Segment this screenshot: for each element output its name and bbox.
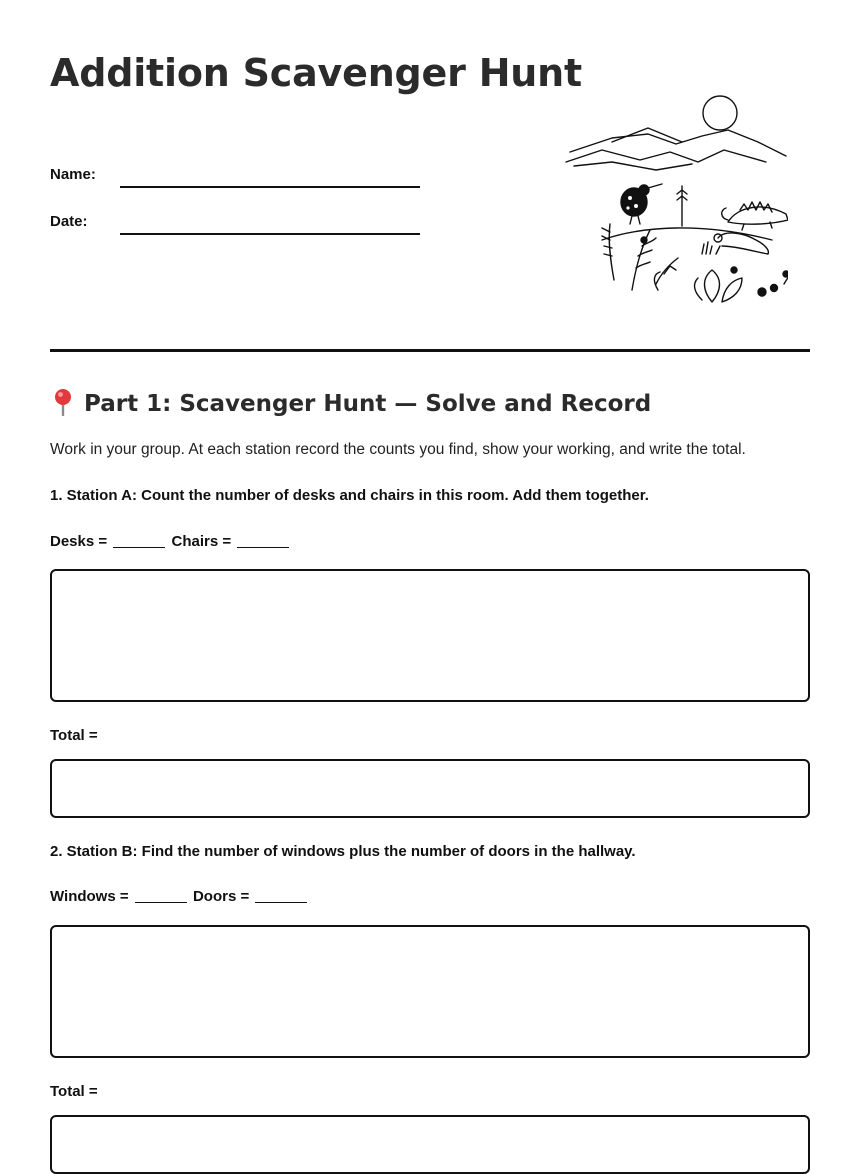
worksheet-page <box>50 0 810 1100</box>
fern-plant-icon <box>677 186 687 226</box>
header-divider <box>50 349 810 352</box>
chairs-label: Chairs = <box>171 533 232 550</box>
question-1-total-label: Total = <box>50 727 98 744</box>
question-2-record-line <box>50 888 309 905</box>
mountain-range-back <box>570 130 786 156</box>
question-1-total-box[interactable] <box>50 759 810 818</box>
mountain-foothill <box>574 162 692 170</box>
worksheet-title: Addition Scavenger Hunt <box>50 51 582 95</box>
mountain-peak <box>612 128 682 142</box>
date-label: Date: <box>50 213 88 230</box>
right-botanical-plants-icon <box>758 250 788 296</box>
round-pushpin-icon <box>50 388 76 416</box>
tuatara-lizard-icon <box>722 202 788 230</box>
kiwi-bird-icon <box>621 184 662 224</box>
part1-intro: Work in your group. At each station record the counts you find, show your working, and write the total. <box>50 441 746 458</box>
hill-line <box>602 228 772 240</box>
bottom-leaves-icon <box>695 267 742 302</box>
question-1-record-line <box>50 533 291 550</box>
desks-label: Desks = <box>50 533 108 550</box>
part1-title: Part 1: Scavenger Hunt — Solve and Record <box>84 391 652 417</box>
doors-blank[interactable] <box>255 888 307 903</box>
name-field[interactable] <box>50 160 420 190</box>
question-2-working-box[interactable] <box>50 925 810 1058</box>
question-2-total-label: Total = <box>50 1083 98 1100</box>
chairs-blank[interactable] <box>237 533 289 548</box>
name-write-line[interactable] <box>120 186 420 188</box>
sun-icon <box>703 96 737 130</box>
ferret-animal-icon <box>714 233 768 254</box>
doors-label: Doors = <box>192 888 250 905</box>
name-label: Name: <box>50 166 96 183</box>
part1-heading <box>50 388 651 417</box>
windows-blank[interactable] <box>135 888 187 903</box>
mountain-range-mid <box>566 150 766 162</box>
left-botanical-plants-icon <box>602 224 678 290</box>
desks-blank[interactable] <box>113 533 165 548</box>
nature-scene-illustration <box>552 90 788 308</box>
question-2-total-box[interactable] <box>50 1115 810 1174</box>
question-2-prompt: 2. Station B: Find the number of windows plus the number of doors in the hallway. <box>50 843 636 860</box>
date-write-line[interactable] <box>120 233 420 235</box>
grass-tuft <box>702 242 712 254</box>
question-1-working-box[interactable] <box>50 569 810 702</box>
question-1-prompt: 1. Station A: Count the number of desks and chairs in this room. Add them together. <box>50 487 649 504</box>
windows-label: Windows = <box>50 888 129 905</box>
worksheet-header <box>50 0 810 352</box>
date-field[interactable] <box>50 207 420 237</box>
